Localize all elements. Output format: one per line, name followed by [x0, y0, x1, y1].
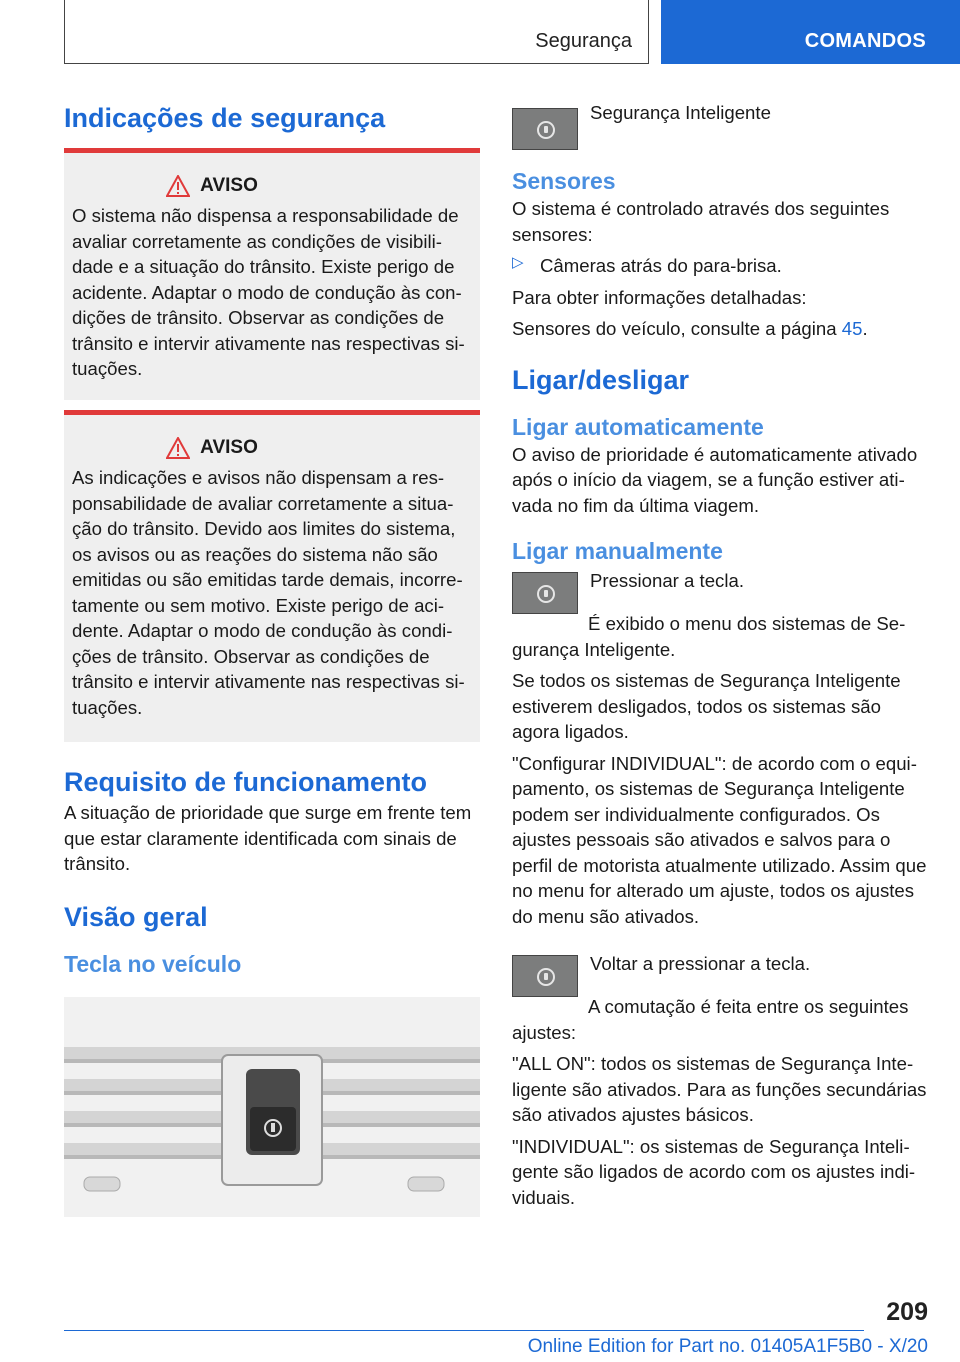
- right-column: [512, 100, 928, 1210]
- footer-edition: Online Edition for Part no. 01405A1F5B0 - X/20: [527, 1336, 928, 1357]
- warning-triangle-icon: [166, 175, 190, 197]
- heading-overview: Visão geral: [64, 901, 208, 932]
- press-key-text: Pressionar a tecla.: [590, 570, 744, 591]
- warning-text: As indicações e avisos não dispensam a responsabilidade de avaliar corretamente a situação do trânsito. Devido aos limites do sistema, os avisos ou as reações do sistema não são emitidas ou são emitidas tarde demais, incorretamente ou sem motivo. Existe perigo de acidente. Adaptar o modo de condução às condições de trânsito. Observar as condições de trânsito e intervir ativamente nas respectivas situações.: [72, 467, 465, 718]
- page-number: 209: [886, 1298, 928, 1326]
- details-text: Para obter informações detalhadas:: [512, 286, 807, 308]
- warning-triangle-icon: [166, 437, 190, 459]
- header-chapter-tab: [661, 0, 960, 64]
- press-again-text: Voltar a pressionar a tecla.: [590, 953, 811, 974]
- warning-box-1: [64, 148, 480, 400]
- page-link[interactable]: 45: [841, 318, 863, 339]
- key-label: Segurança Inteligente: [590, 102, 771, 123]
- air-vent-illustration: [64, 997, 480, 1217]
- heading-sensors: Sensores: [512, 168, 616, 194]
- list-item: [512, 253, 928, 279]
- heading-safety: Indicações de segurança: [64, 103, 386, 133]
- requirement-text: A situação de prioridade que surge em frente tem que estar claramente identificada com sinais de trânsito.: [64, 802, 472, 874]
- all-on-text: "ALL ON": todos os sistemas de Segurança Inteligente são ativados. Para as funções secundárias são ativados ajustes básicos.: [512, 1053, 927, 1125]
- heading-requirement: Requisito de funcionamento: [64, 767, 428, 797]
- auto-text: O aviso de prioridade é automaticamente ativado após o início da viagem, se a função estiver ativada no fim da última viagem.: [512, 443, 918, 516]
- heading-button-in-vehicle: Tecla no veículo: [64, 950, 242, 977]
- left-column: [64, 100, 480, 1217]
- intelligent-safety-key-icon: [512, 572, 578, 614]
- warning-title: AVISO: [200, 175, 258, 196]
- warning-text: O sistema não dispensa a responsabilidade de avaliar corretamente as condições de visibilidade e a situação do trânsito. Existe perigo de acidente. Adaptar o modo de condução às condições de trânsito. Observar as condições de trânsito e intervir ativamente nas respectivas situações.: [72, 205, 465, 379]
- vehicle-button-photo: [64, 997, 480, 1217]
- footer-rule: [64, 1330, 864, 1331]
- heading-on-off: Ligar/desligar: [512, 364, 690, 395]
- toggle-text: A comutação é feita entre os seguintes ajustes:: [512, 996, 909, 1043]
- individual-text: "INDIVIDUAL": os sistemas de Segurança Inteligente são ligados de acordo com os ajustes individuais.: [512, 1135, 916, 1208]
- warning-box-2: [64, 410, 480, 742]
- sensors-reference: Sensores do veículo, consulte a página 45.: [512, 318, 868, 339]
- configure-text: "Configurar INDIVIDUAL": de acordo com o equipamento, os sistemas de Segurança Inteligente podem ser individualmente configurados. Os ajustes pessoais são ativados e salvos para o perfil de motorista atualmente utilizado. Assim que no menu for alterado um ajuste, todos os ajustes do menu são ativados.: [512, 752, 927, 927]
- header-chapter-title: COMANDOS: [804, 30, 926, 52]
- triangle-bullet-icon: ▷: [512, 254, 524, 271]
- header-section-box: [64, 0, 649, 64]
- heading-manual-on: Ligar manualmente: [512, 538, 723, 564]
- sensors-text: O sistema é controlado através dos seguintes sensores:: [512, 198, 890, 245]
- menu-shown-text: É exibido o menu dos sistemas de Segurança Inteligente.: [512, 613, 906, 660]
- heading-auto-on: Ligar automaticamente: [512, 413, 764, 440]
- sensor-item: Câmeras atrás do para-brisa.: [540, 255, 782, 276]
- intelligent-safety-key-icon: [512, 955, 578, 997]
- all-off-text: Se todos os sistemas de Segurança Inteligente estiverem desligados, todos os sistemas são agora ligados.: [512, 670, 901, 742]
- intelligent-safety-key-icon: [512, 108, 578, 150]
- warning-title: AVISO: [200, 437, 258, 458]
- header-section-title: Segurança: [535, 30, 632, 52]
